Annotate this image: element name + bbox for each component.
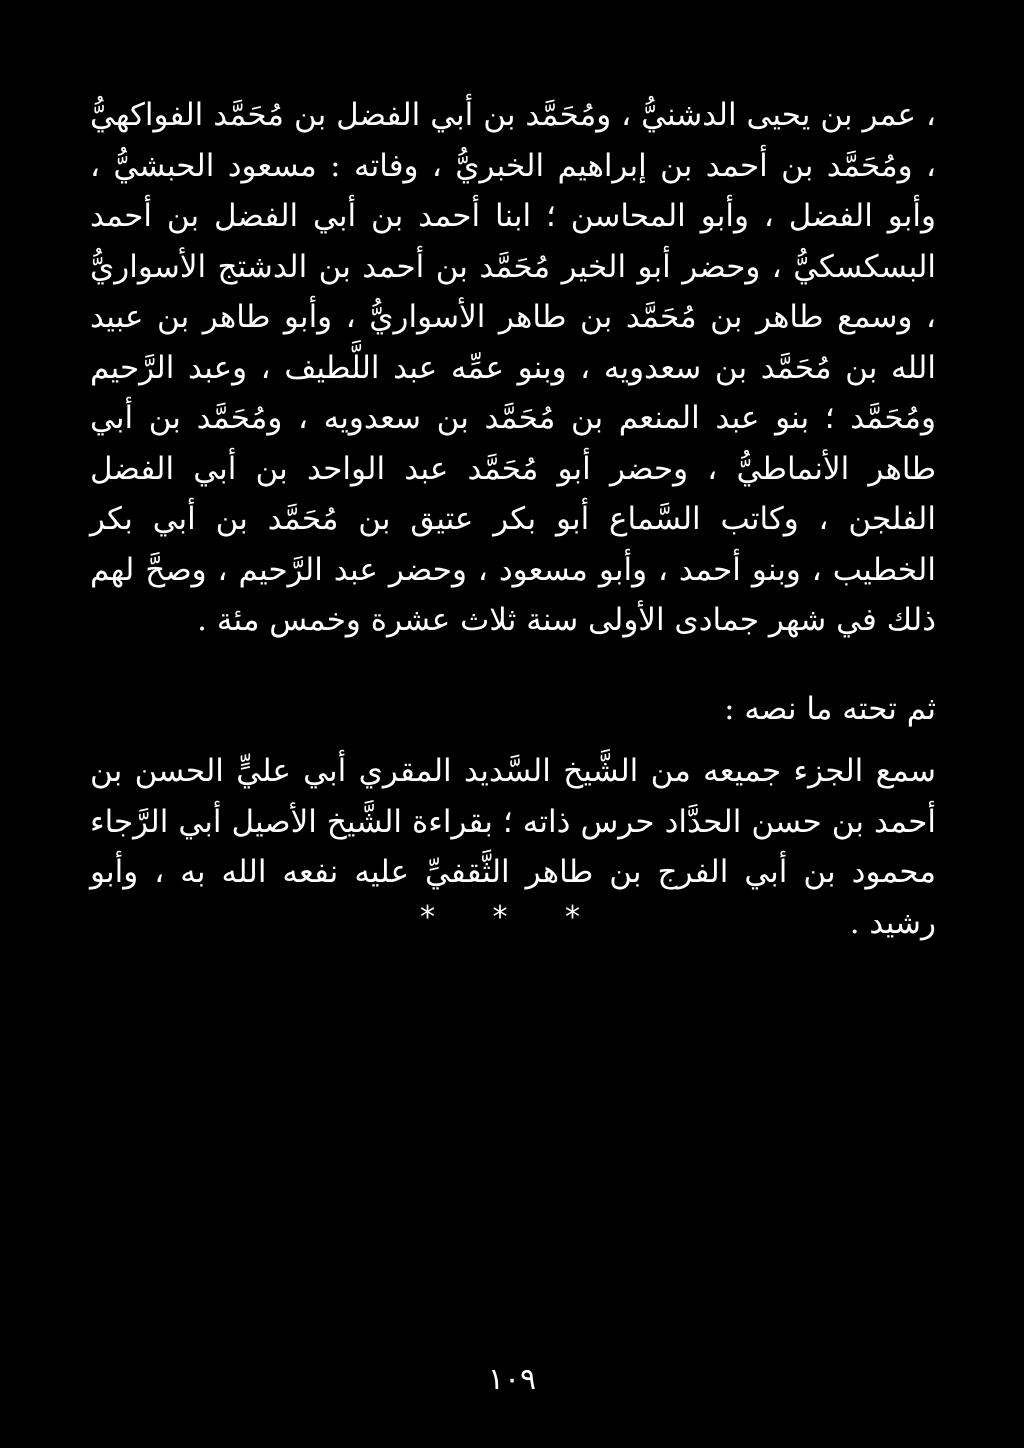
- body-paragraph-second: سمع الجزء جميعه من الشَّيخ السَّديد المقري أبي عليٍّ الحسن بن أحمد بن حسن الحدَّاد حرس ذاته ؛ بقراءة الشَّيخ الأصيل أبي الرَّجاء محمود بن أبي الفرج بن طاهر الثَّقفيِّ عليه نفعه الله به ، وأبو رشيد .: [90, 753, 936, 941]
- body-paragraph-first: ، عمر بن يحيى الدشنيُّ ، ومُحَمَّد بن أبي الفضل بن مُحَمَّد الفواكهيُّ ، ومُحَمَّد بن أحمد بن إبراهيم الخبريُّ ، وفاته : مسعود الحبشيُّ ، وأبو الفضل ، وأبو المحاسن ؛ ابنا أحمد بن أبي الفضل بن أحمد البسكسكيُّ ، وحضر أبو الخير مُحَمَّد بن أحمد بن الدشتج الأسواريُّ ، وسمع طاهر بن مُحَمَّد بن طاهر الأسواريُّ ، وأبو طاهر بن عبيد الله بن مُحَمَّد بن سعدويه ، وبنو عمِّه عبد اللَّطيف ، وعبد الرَّحيم ومُحَمَّد ؛ بنو عبد المنعم بن مُحَمَّد بن سعدويه ، ومُحَمَّد بن أبي طاهر الأنماطيُّ ، وحضر أبو مُحَمَّد عبد الواحد بن أبي الفضل الفلجن ، وكاتب السَّماع أبو بكر عتيق بن مُحَمَّد بن أبي بكر الخطيب ، وبنو أحمد ، وأبو مسعود ، وحضر عبد الرَّحيم ، وصحَّ لهم ذلك في شهر جمادى الأولى سنة ثلاث عشرة وخمس مئة .: [90, 97, 936, 638]
- intro-line: ثم تحته ما نصه :: [724, 691, 936, 727]
- section-separator: * * *: [419, 900, 605, 935]
- page-number: ١٠٩: [487, 1362, 537, 1397]
